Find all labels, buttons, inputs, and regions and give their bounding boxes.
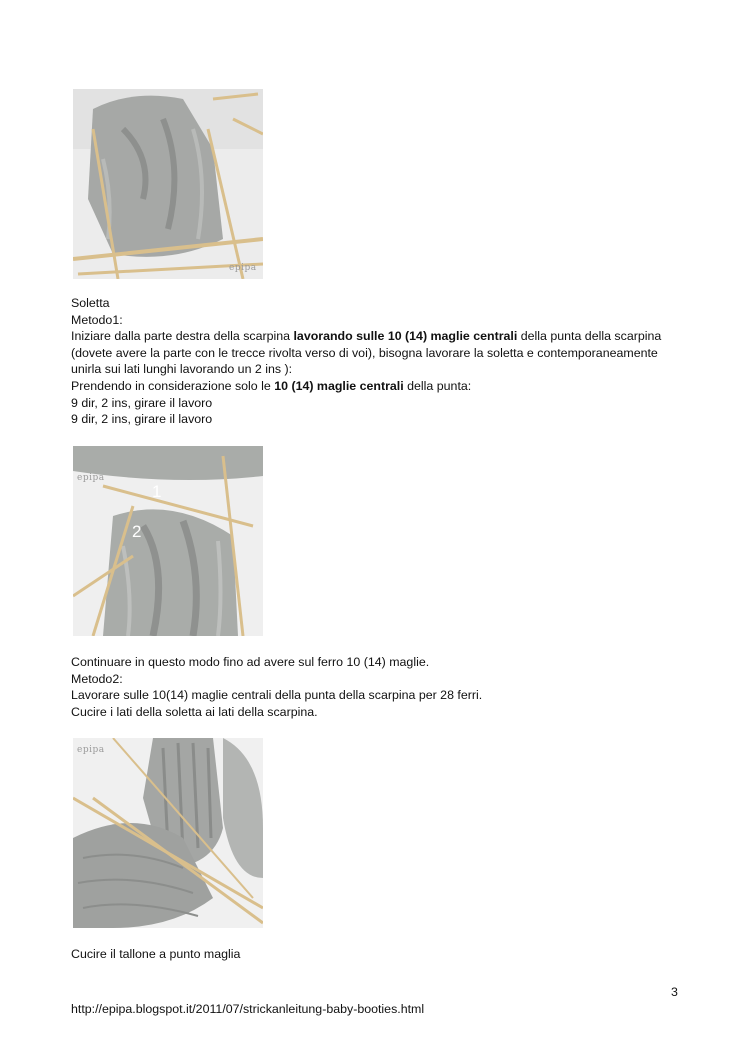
text-run: della punta:: [403, 378, 472, 393]
text-run: Iniziare dalla parte destra della scarpina: [71, 329, 294, 344]
paragraph-line: [71, 328, 691, 345]
paragraph-line: Cucire i lati della soletta ai lati della scarpina.: [71, 704, 318, 719]
section-soletta: [71, 295, 691, 428]
marker-1: 1: [152, 482, 162, 501]
paragraph-line: Lavorare sulle 10(14) maglie centrali della punta della scarpina per 28 ferri.: [71, 688, 483, 703]
row-instruction: 9 dir, 2 ins, girare il lavoro: [71, 395, 213, 410]
footer-url: http://epipa.blogspot.it/2011/07/strickanleitung-baby-booties.html: [71, 1002, 425, 1016]
method1-label: Metodo1:: [71, 312, 123, 327]
watermark: epipa: [77, 745, 105, 755]
row-instruction: 9 dir, 2 ins, girare il lavoro: [71, 412, 213, 427]
section-method2: [71, 654, 691, 720]
section-heel: [71, 946, 691, 963]
heading-soletta: Soletta: [71, 296, 110, 310]
paragraph-line: [71, 378, 691, 395]
bold-text: lavorando sulle 10 (14) maglie centrali: [293, 329, 518, 344]
bold-text: 10 (14) maglie centrali: [274, 378, 404, 393]
paragraph-line: Continuare in questo modo fino ad avere sul ferro 10 (14) maglie.: [71, 655, 430, 669]
paragraph-line: unirla sui lati lunghi lavorando un 2 ins ):: [71, 362, 293, 377]
knitting-photo-1: [73, 89, 263, 279]
watermark: epipa: [77, 473, 105, 483]
marker-2: 2: [132, 522, 142, 541]
paragraph-line: (dovete avere la parte con le trecce rivolta verso di voi), bisogna lavorare la soletta e contemporaneamente: [71, 345, 658, 360]
text-run: Prendendo in considerazione solo le: [71, 378, 275, 393]
watermark: epipa: [229, 263, 257, 273]
paragraph-line: Cucire il tallone a punto maglia: [71, 947, 241, 961]
knitting-photo-3: [73, 738, 263, 928]
knitting-photo-2: [73, 446, 263, 636]
method2-label: Metodo2:: [71, 671, 123, 686]
text-run: della punta della scarpina: [517, 329, 662, 344]
page-number: 3: [671, 985, 678, 999]
